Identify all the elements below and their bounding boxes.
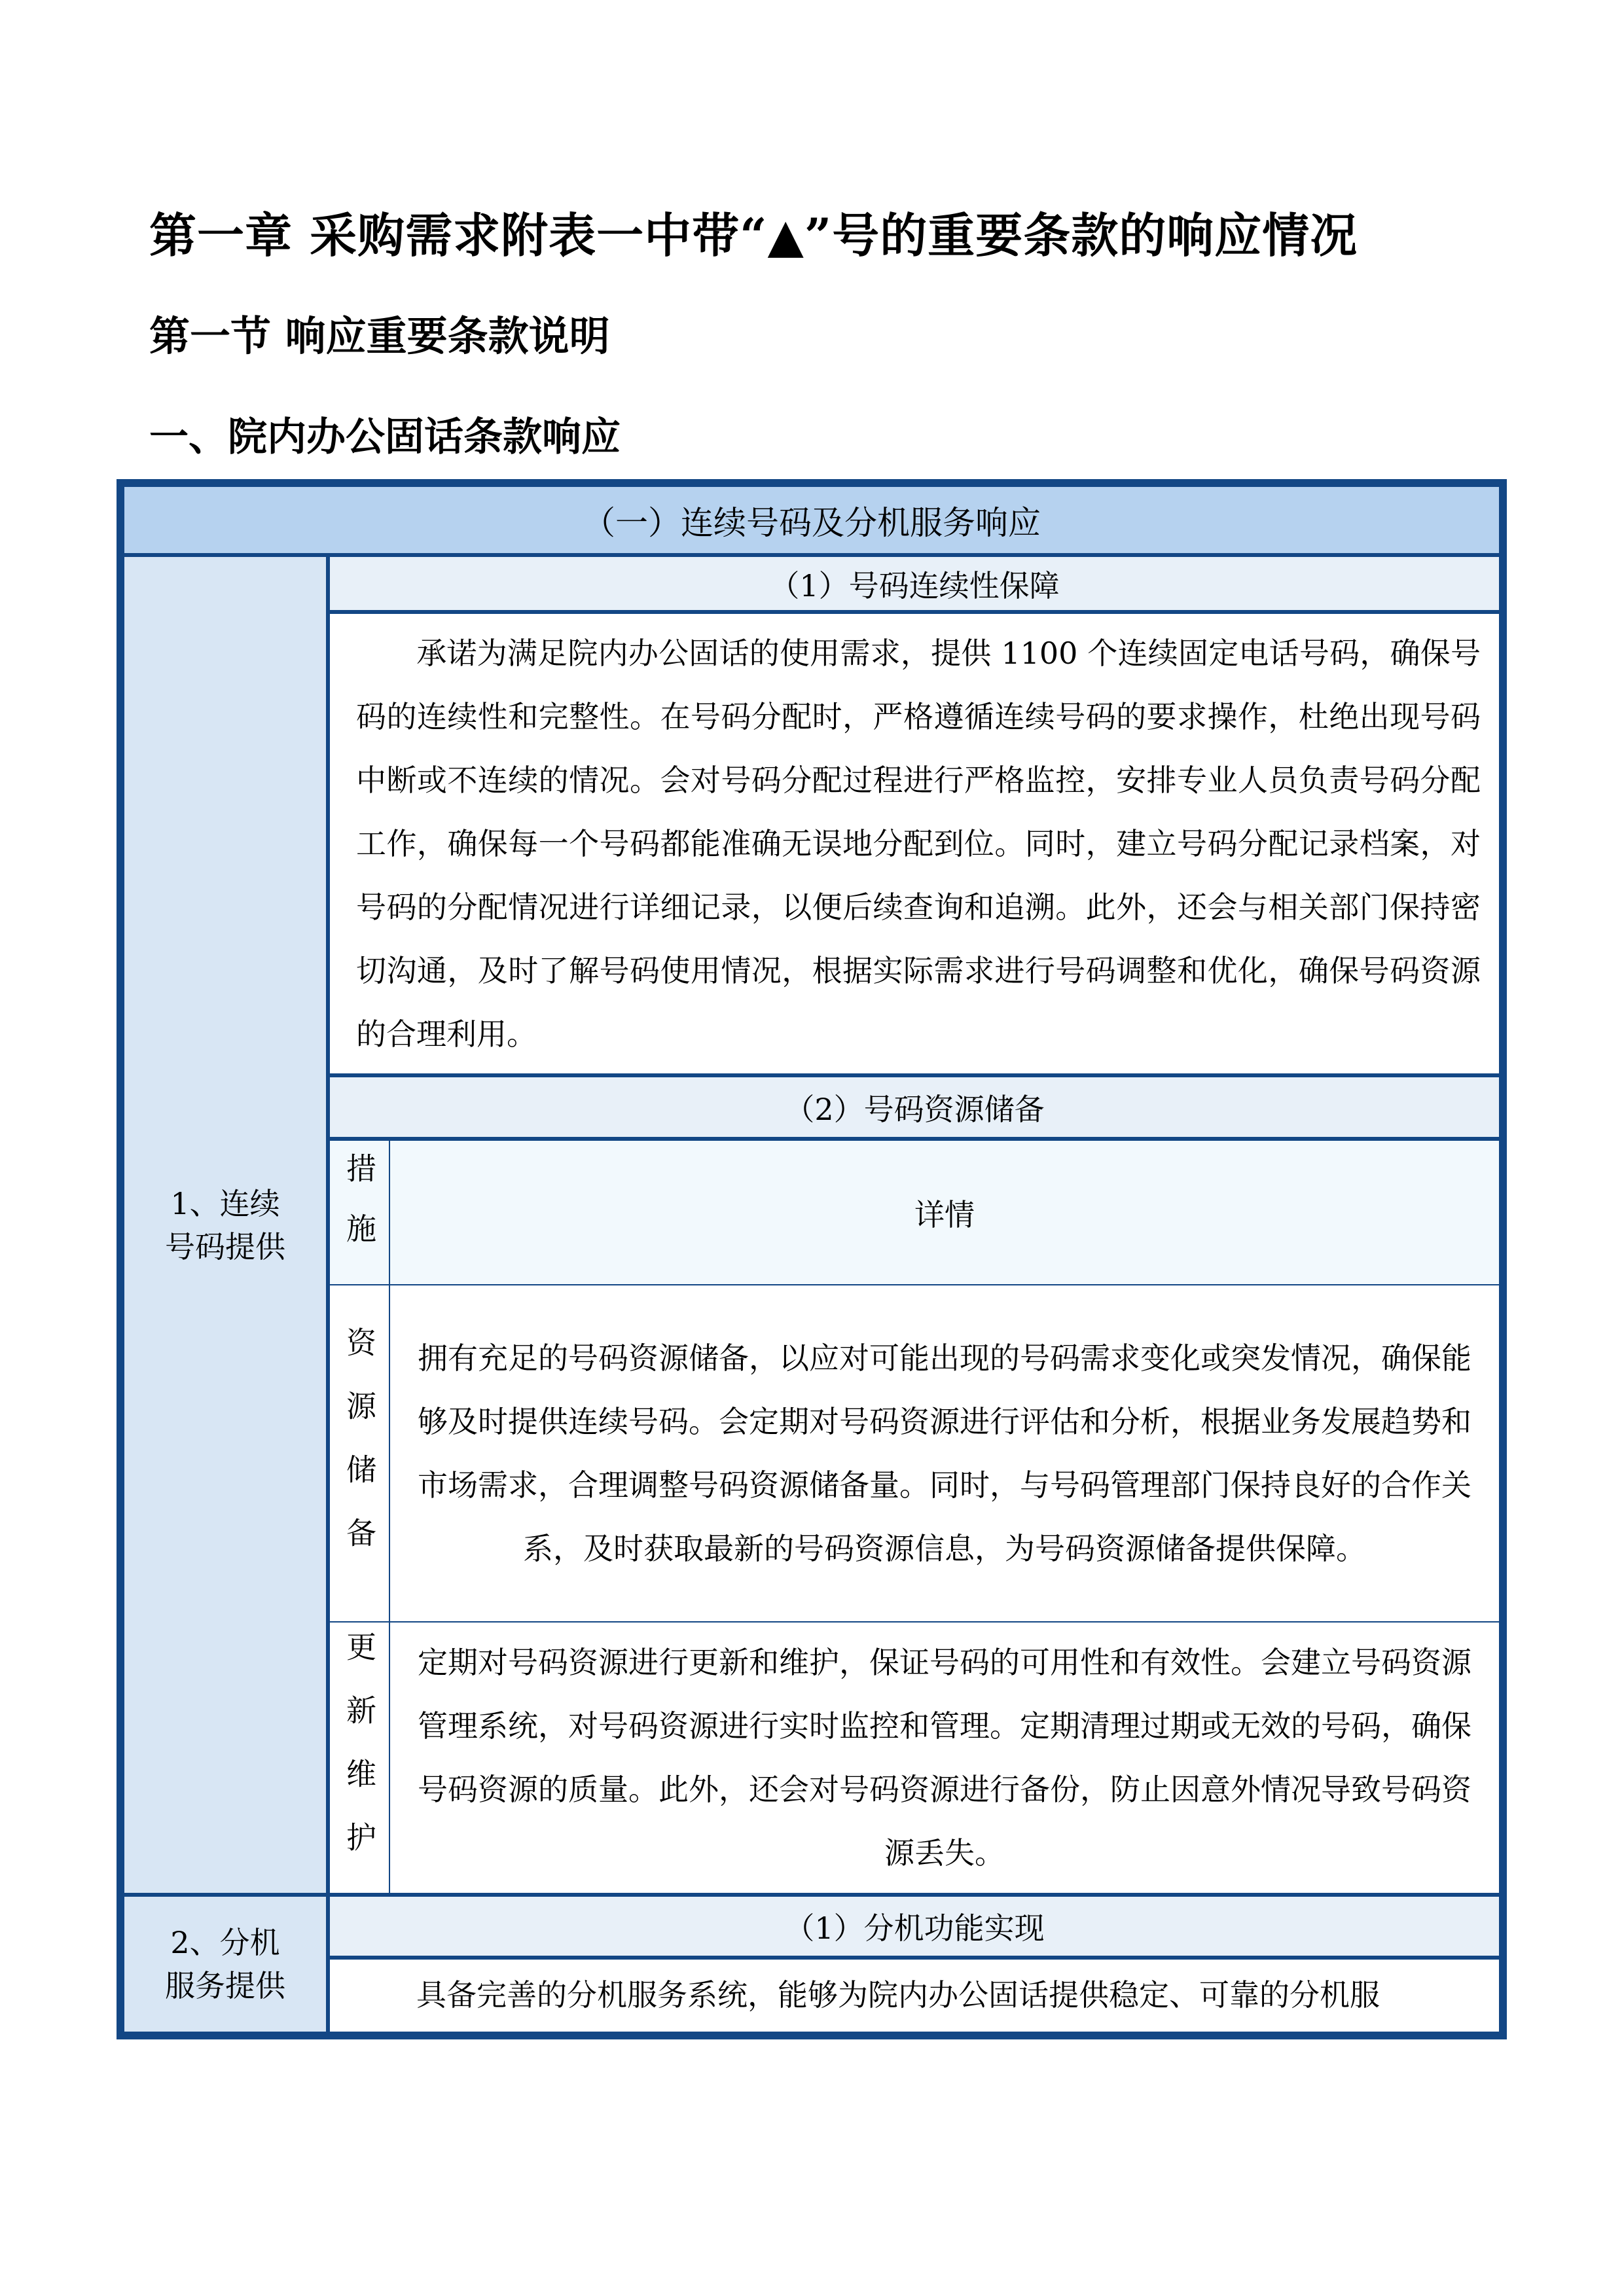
- group-label-continuous-numbers: [124, 557, 326, 1893]
- measure-cell-reserve: [330, 1285, 389, 1621]
- col-header-measure: [330, 1141, 389, 1284]
- measure-text: 更新维护: [342, 1630, 377, 1885]
- paragraph-extension: [330, 1960, 1499, 2032]
- chapter-heading: 第一章 采购需求附表一中带“▲”号的重要条款的响应情况: [149, 207, 1358, 263]
- group-label-text: 2、分机服务提供: [165, 1925, 285, 2003]
- subsection-heading: 一、院内办公固话条款响应: [149, 414, 621, 460]
- paragraph-text: 具备完善的分机服务系统，能够为院内办公固话提供稳定、可靠的分机服: [416, 1977, 1380, 2013]
- measure-cell-maintenance: [330, 1623, 389, 1893]
- section-header-reserve: （2）号码资源储备: [330, 1077, 1499, 1137]
- detail-cell-reserve: 拥有充足的号码资源储备，以应对可能出现的号码需求变化或突发情况，确保能够及时提供连续号码。会定期对号码资源进行评估和分析，根据业务发展趋势和市场需求，合理调整号码资源储备量。同时，与号码管理部门保持良好的合作关系，及时获取最新的号码资源信息，为号码资源储备提供保障。: [390, 1285, 1499, 1621]
- group-label-text: 1、连续号码提供: [165, 1185, 285, 1265]
- section-header-extension: （1）分机功能实现: [330, 1897, 1499, 1956]
- measures-subtable: [330, 1141, 1499, 1893]
- paragraph-text: 承诺为满足院内办公固话的使用需求，提供 1100 个连续固定电话号码，确保号码的连续性和完整性。在号码分配时，严格遵循连续号码的要求操作，杜绝出现号码中断或不连续的情况。会对号码分配过程进行严格监控，安排专业人员负责号码分配工作，确保每一个号码都能准确无误地分配到位。同时，建立号码分配记录档案，对号码的分配情况进行详细记录，以便后续查询和追溯。此外，还会与相关部门保持密切沟通，及时了解号码使用情况，根据实际需求进行号码调整和优化，确保号码资源的合理利用。: [356, 636, 1481, 1052]
- paragraph-continuity: [330, 614, 1499, 1073]
- table-title: （一）连续号码及分机服务响应: [124, 487, 1499, 553]
- group-label-extension: [124, 1897, 326, 2032]
- detail-cell-maintenance: 定期对号码资源进行更新和维护，保证号码的可用性和有效性。会建立号码资源管理系统，对号码资源进行实时监控和管理。定期清理过期或无效的号码，确保号码资源的质量。此外，还会对号码资源进行备份，防止因意外情况导致号码资源丢失。: [390, 1623, 1499, 1893]
- section-header-continuity: （1）号码连续性保障: [330, 557, 1499, 610]
- col-header-measure-text: 措施: [342, 1152, 377, 1273]
- section-heading: 第一节 响应重要条款说明: [149, 312, 610, 360]
- col-header-detail: 详情: [390, 1141, 1499, 1284]
- response-table: [117, 479, 1507, 2039]
- measure-text: 资源储备: [342, 1326, 377, 1581]
